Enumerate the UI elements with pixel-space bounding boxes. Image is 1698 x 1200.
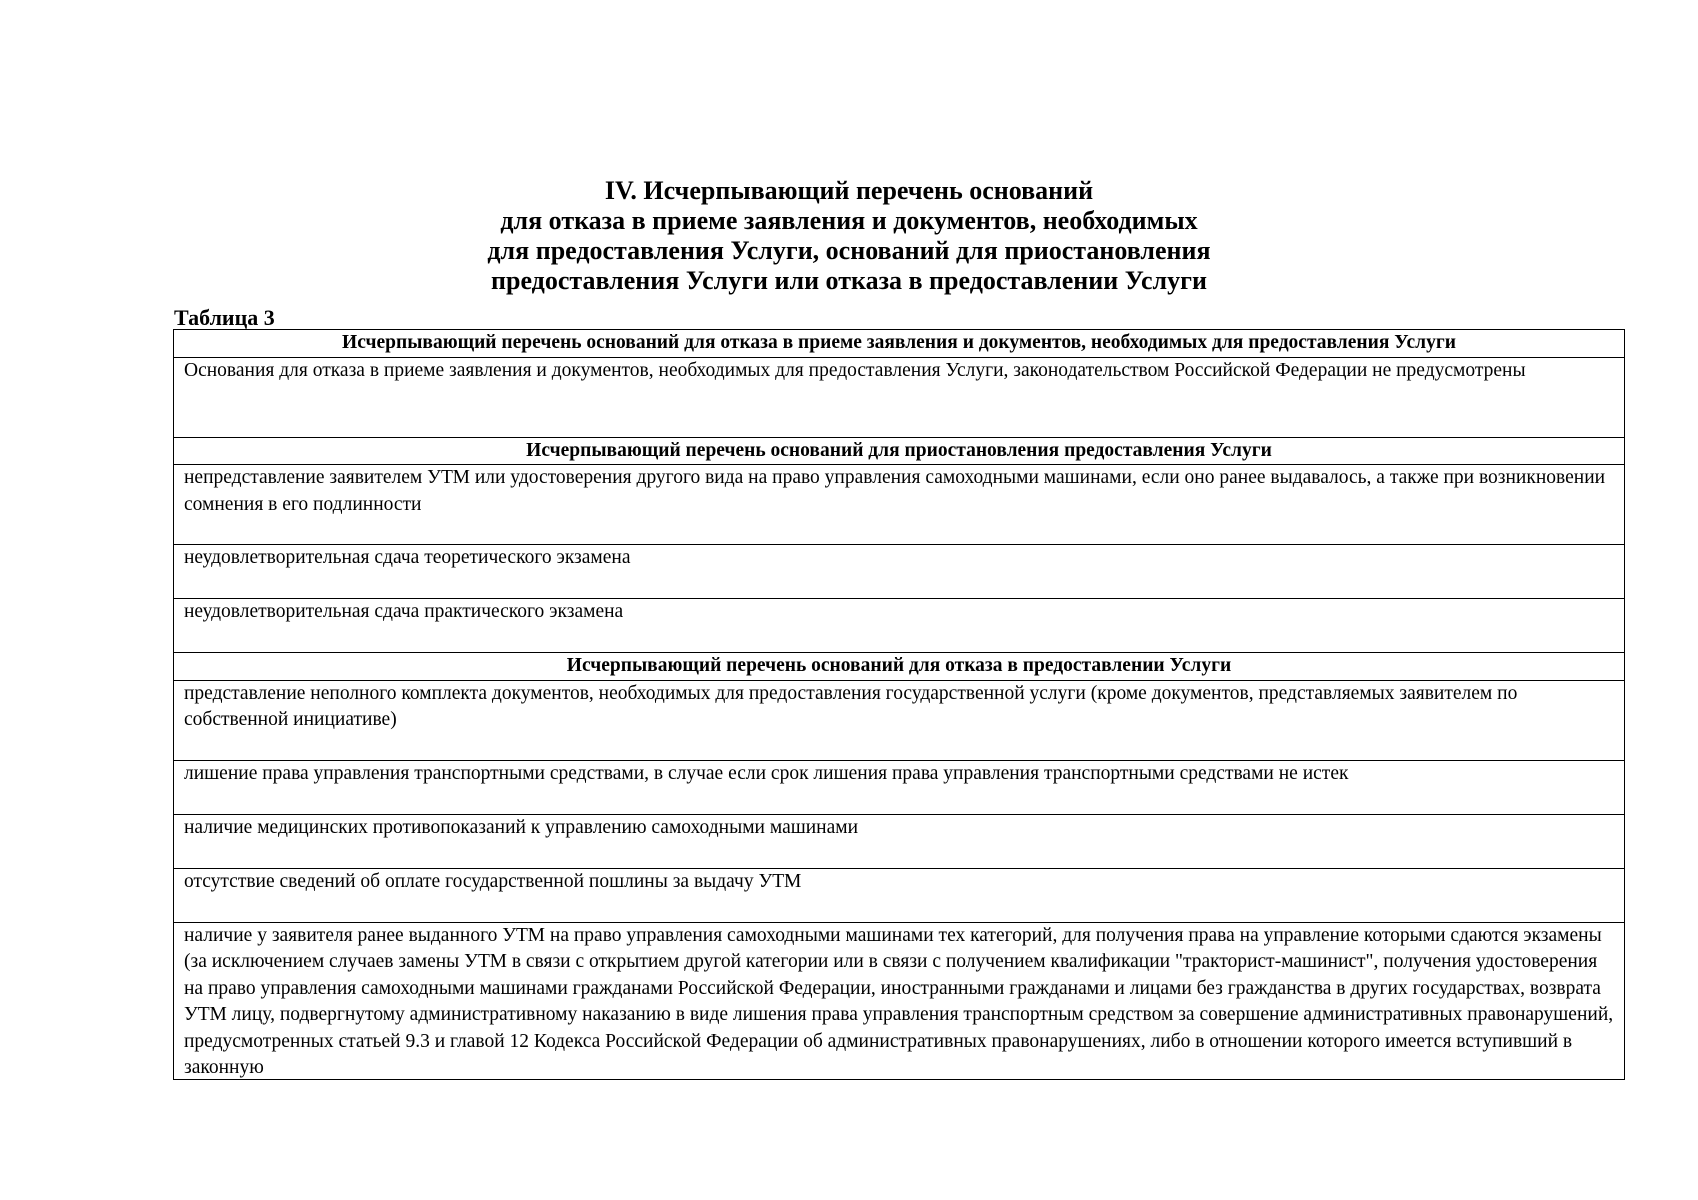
table-row	[174, 814, 1625, 868]
heading-line-2: для отказа в приеме заявления и документов, необходимых	[500, 206, 1198, 235]
section-header-suspension: Исчерпывающий перечень оснований для приостановления предоставления Услуги	[174, 437, 1625, 465]
heading-line-1: IV. Исчерпывающий перечень оснований	[604, 176, 1094, 205]
table-cell	[174, 922, 1625, 1079]
heading-line-4: предоставления Услуги или отказа в предоставлении Услуги	[491, 266, 1207, 295]
table-row	[174, 545, 1625, 599]
table-cell: неудовлетворительная сдача теоретического экзамена	[174, 545, 1625, 599]
table-row	[174, 868, 1625, 922]
table-section-header-row	[174, 330, 1625, 358]
table-row	[174, 599, 1625, 653]
table-row	[174, 760, 1625, 814]
section-header-refusal-acceptance: Исчерпывающий перечень оснований для отказа в приеме заявления и документов, необходимых для предоставления Услуги	[174, 330, 1625, 358]
heading-line-3: для предоставления Услуги, оснований для приостановления	[487, 236, 1211, 265]
section-header-refusal-service: Исчерпывающий перечень оснований для отказа в предоставлении Услуги	[174, 653, 1625, 681]
table-row	[174, 680, 1625, 760]
table-cell: Основания для отказа в приеме заявления и документов, необходимых для предоставления Услуги, законодательством Российской Федерации не предусмотрены	[174, 357, 1625, 437]
table-section-header-row	[174, 437, 1625, 465]
grounds-table	[173, 329, 1625, 1080]
table-cell: неудовлетворительная сдача практического экзамена	[174, 599, 1625, 653]
table-row	[174, 357, 1625, 437]
table-cell: наличие медицинских противопоказаний к управлению самоходными машинами	[174, 814, 1625, 868]
table-cell: непредставление заявителем УТМ или удостоверения другого вида на право управления самоходными машинами, если оно ранее выдавалось, а также при возникновении сомнения в его подлинности	[174, 465, 1625, 545]
table-row	[174, 465, 1625, 545]
table-cell: лишение права управления транспортными средствами, в случае если срок лишения права управления транспортными средствами не истек	[174, 760, 1625, 814]
table-section-header-row	[174, 653, 1625, 681]
table-cell: представление неполного комплекта документов, необходимых для предоставления государственной услуги (кроме документов, представляемых заявителем по собственной инициативе)	[174, 680, 1625, 760]
table-cell: отсутствие сведений об оплате государственной пошлины за выдачу УТМ	[174, 868, 1625, 922]
table-row	[174, 922, 1625, 1079]
truncated-cell-text: наличие у заявителя ранее выданного УТМ на право управления самоходными машинами тех категорий, для получения права на управление которыми сдаются экзамены (за исключением случаев замены УТМ в связи с открытием другой категории или в связи с получением квалификации "тракторист-машинист", получения удостоверения на право управления самоходными машинами гражданами Российской Федерации, иностранными гражданами и лицами без гражданства в других государствах, возврата УТМ лицу, подвергнутому административному наказанию в виде лишения права управления транспортным средством за совершение административных правонарушений, предусмотренных статьей 9.3 и главой 12 Кодекса Российской Федерации об административных правонарушениях, либо в отношении которого имеется вступивший в законную	[184, 924, 1614, 1078]
table-caption: Таблица 3	[174, 305, 275, 330]
section-heading	[0, 176, 1698, 296]
